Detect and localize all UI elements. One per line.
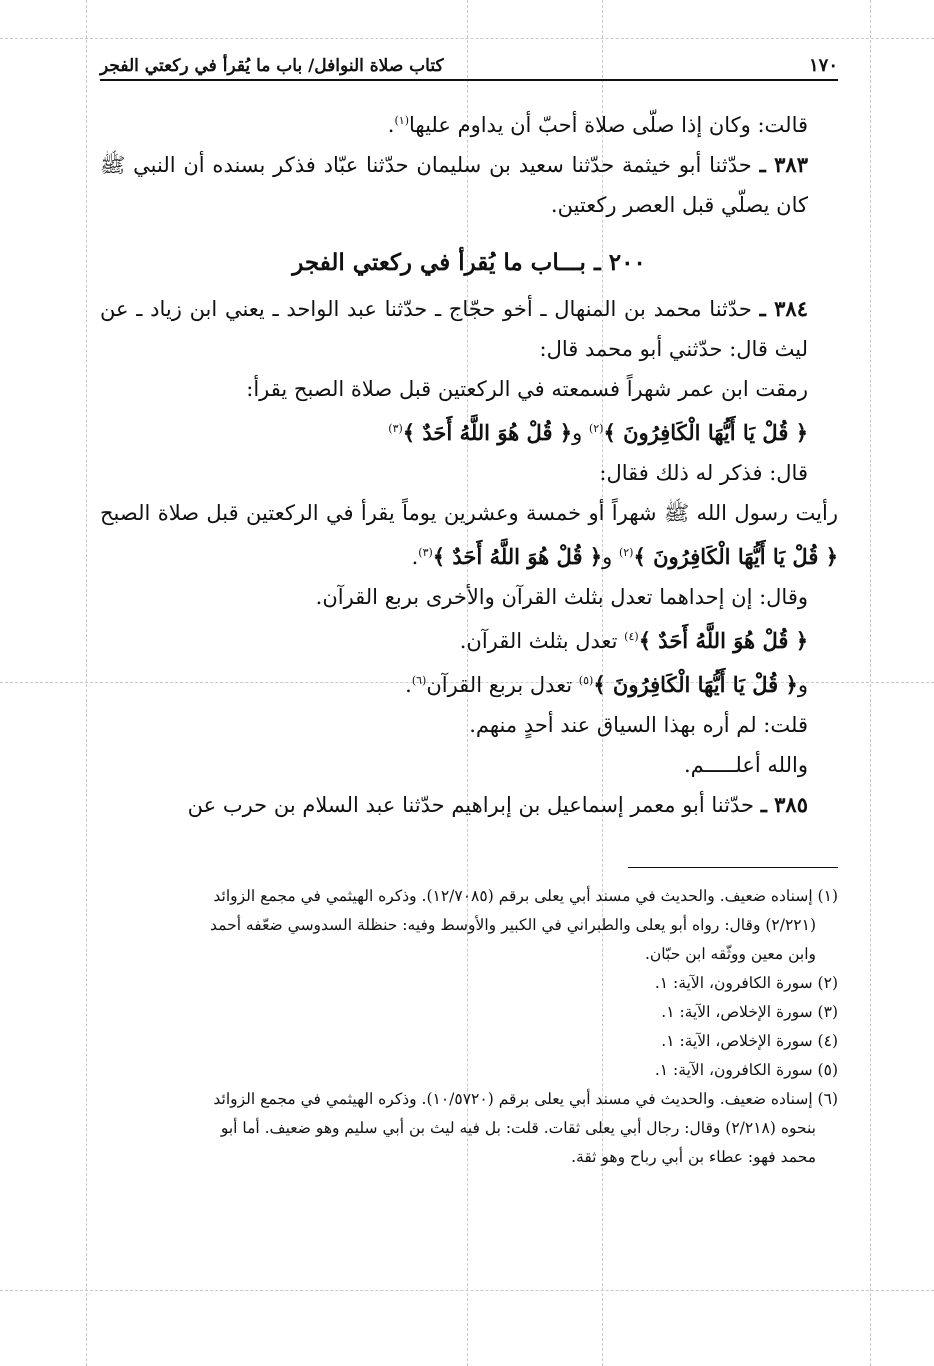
footnote-ref: (١) [394,114,409,127]
footnote-continuation: وابن معين ووثّقه ابن حبّان. [644,945,816,963]
ayah-line: ﴿ قُلْ هُوَ اللَّهُ أَحَدٌ ﴾$^{(٤)}$ تعدل بثلث القرآن. [459,628,808,653]
hadith-385: ٣٨٥ ـ حدّثنا أبو معمر إسماعيل بن إبراهيم حدّثنا عبد السلام بن حرب عن [187,792,808,817]
hadith-383: ٣٨٣ ـ حدّثنا أبو خيثمة حدّثنا سعيد بن سليمان حدّثنا عبّاد فذكر بسنده أن النبي ﷺ كان يصلّي قبل العصر ركعتين. [100,152,808,217]
running-title: كتاب صلاة النوافل/ باب ما يُقرأ في ركعتي الفجر [100,56,444,76]
hadith-384: ٣٨٤ ـ حدّثنا محمد بن المنهال ـ أخو حجّاج ـ حدّثنا عبد الواحد ـ يعني ابن زياد ـ عن ليث قال: حدّثني أبو محمد قال: [100,296,808,361]
footnotes [100,882,838,1172]
footnote: (٥) سورة الكافرون، الآية: ١. [654,1061,838,1079]
hadith-number: ٣٨٣ ـ [759,152,808,177]
paragraph: قالت: وكان إذا صلّى صلاة أحبّ أن يداوم عليها$^{(١)}$. [387,113,808,137]
footnote: (٦) إسناده ضعيف. والحديث في مسند أبي يعلى برقم (١٠/٥٧٢٠). وذكره الهيثمي في مجمع الزوائد [213,1090,838,1108]
hadith-number: ٣٨٥ ـ [760,792,808,817]
paragraph: والله أعلـــــم. [684,753,808,777]
scan-guide-line [0,1290,934,1291]
footnote: (٤) سورة الإخلاص، الآية: ١. [661,1032,838,1050]
footnote-continuation: محمد فهو: عطاء بن أبي رباح وهو ثقة. [571,1148,816,1166]
ayah-line: ﴿ قُلْ يَا أَيُّهَا الْكَافِرُونَ ﴾$^{(٢)}$ و﴿ قُلْ هُوَ اللَّهُ أَحَدٌ ﴾$^{(٣)}$ [388,420,808,445]
paragraph: قلت: لم أره بهذا السياق عند أحدٍ منهم. [469,713,808,737]
page-number: ١٧٠ [808,55,838,76]
scan-guide-line [86,0,87,1366]
scan-guide-line [0,38,934,39]
book-page [100,55,838,1172]
main-text [100,101,838,825]
scan-guide-line [870,0,871,1366]
footnote-separator [628,867,838,868]
running-header [100,55,838,81]
chapter-heading: ٢٠٠ ـ بـــاب ما يُقرأ في ركعتي الفجر [292,249,646,276]
paragraph: قال: فذكر له ذلك فقال: [599,461,808,485]
paragraph: رمقت ابن عمر شهراً فسمعته في الركعتين قبل صلاة الصبح يقرأ: [246,377,808,401]
footnote-continuation: (٢/٢٢١) وقال: رواه أبو يعلى والطبراني في الكبير والأوسط وفيه: حنظلة السدوسي ضعّفه أحمد [210,916,816,934]
hadith-number: ٣٨٤ ـ [759,296,808,321]
paragraph: وقال: إن إحداهما تعدل بثلث القرآن والأخرى بربع القرآن. [315,585,808,609]
footnote: (٢) سورة الكافرون، الآية: ١. [654,974,838,992]
footnote-continuation: بنحوه (٢/٢١٨) وقال: رجال أبي يعلى ثقات. قلت: بل فيه ليث بن أبي سليم وهو ضعيف. أما أبو [220,1119,816,1137]
footnote: (٣) سورة الإخلاص، الآية: ١. [661,1003,838,1021]
paragraph: رأيت رسول الله ﷺ شهراً أو خمسة وعشرين يوماً يقرأ في الركعتين قبل صلاة الصبح ﴿ قُلْ يَا أَيُّهَا الْكَافِرُونَ ﴾$^{(٢)}$ و﴿ قُلْ هُوَ اللَّهُ أَحَدٌ ﴾$^{(٣)}$. [100,501,838,569]
ayah-line: و﴿ قُلْ يَا أَيُّهَا الْكَافِرُونَ ﴾$^{(٥)}$ تعدل بربع القرآن$^{(٦)}$. [405,672,808,697]
footnote: (١) إسناده ضعيف. والحديث في مسند أبي يعلى برقم (١٢/٧٠٨٥). وذكره الهيثمي في مجمع الزوائد [213,887,838,905]
